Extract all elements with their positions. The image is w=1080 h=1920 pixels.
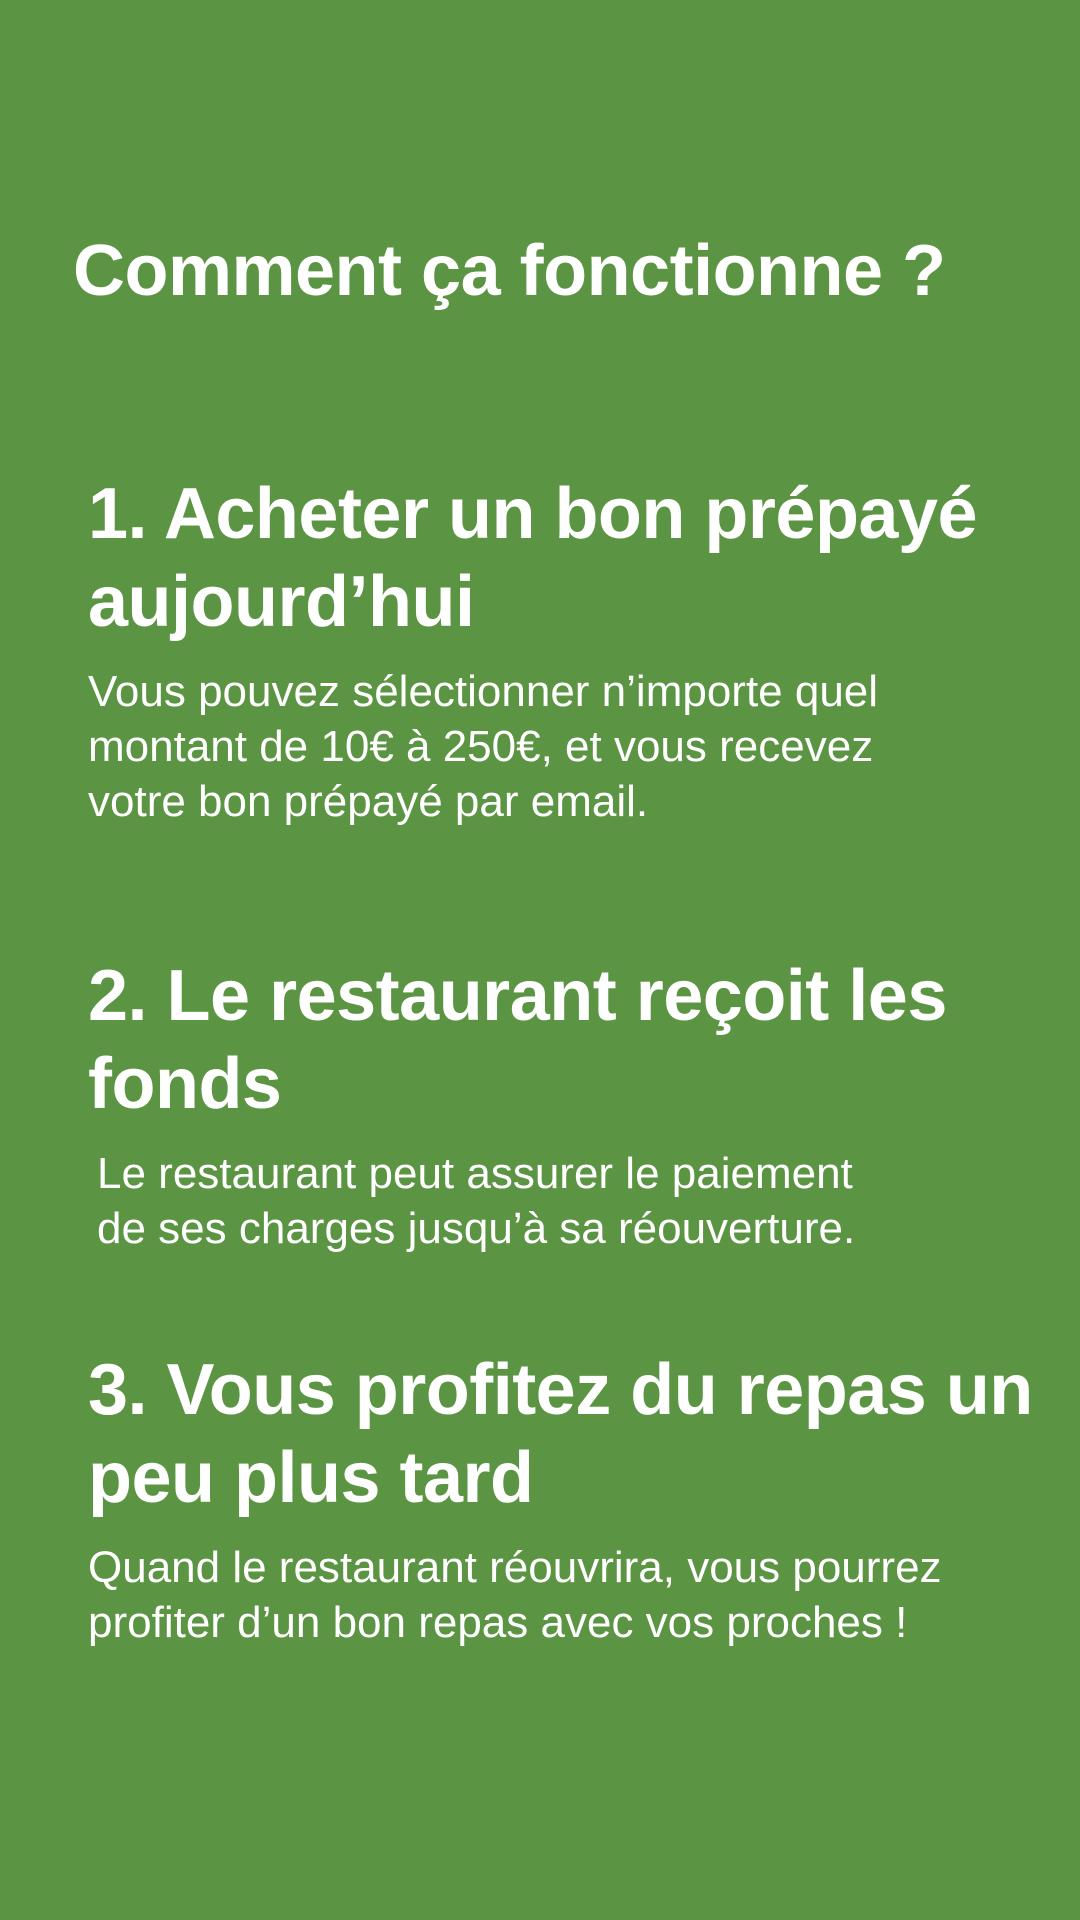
step-1-description: Vous pouvez sélectionner n’importe quel montant de 10€ à 250€, et vous recevez votre bon prépayé par email.: [88, 667, 879, 826]
step-3: [88, 1346, 1038, 1650]
step-2-description: Le restaurant peut assurer le paiement de ses charges jusqu’à sa réouverture.: [97, 1149, 856, 1253]
step-1: [88, 470, 1038, 829]
step-3-description: Quand le restaurant réouvrira, vous pourrez profiter d’un bon repas avec vos proches !: [88, 1543, 942, 1647]
step-1-heading: 1. Acheter un bon prépayé aujourd’hui: [88, 474, 978, 642]
step-2-heading: 2. Le restaurant reçoit les fonds: [88, 956, 947, 1124]
step-2: [88, 952, 1038, 1256]
step-3-heading: 3. Vous profitez du repas un peu plus tard: [88, 1350, 1033, 1518]
page-title: Comment ça fonctionne ?: [73, 231, 946, 311]
